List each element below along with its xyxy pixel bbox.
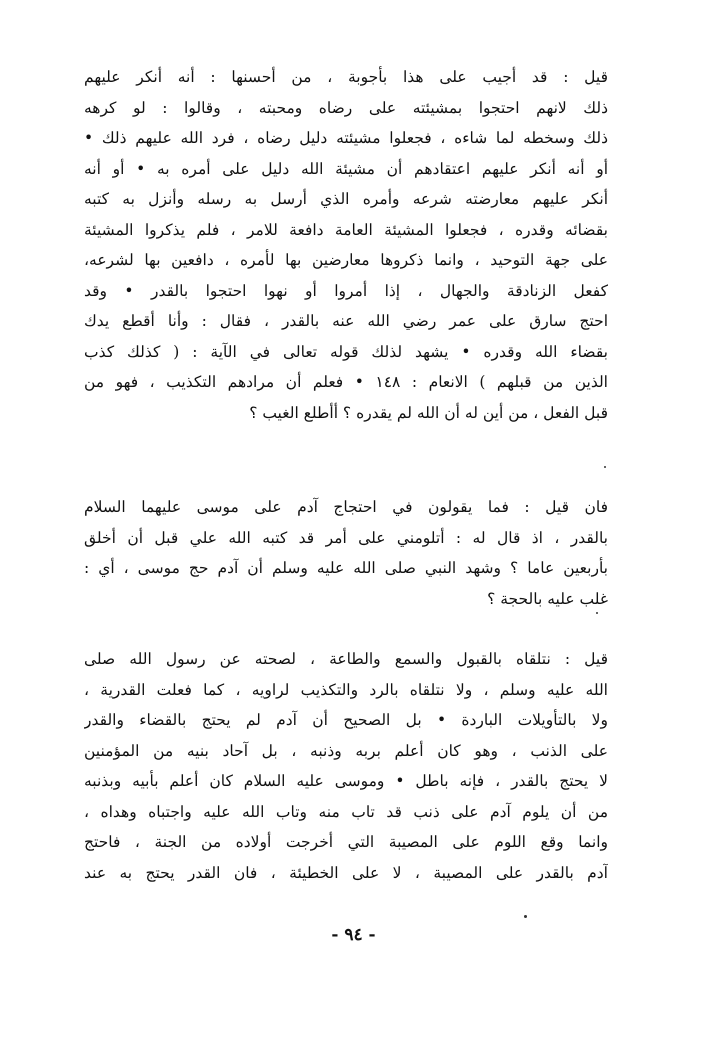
text-line: ولا بالتأويلات الباردة • بل الصحيح أن آدم لم يحتج بالقضاء والقدر [84,711,608,729]
text-line: غلب عليه بالحجة ؟ [487,589,608,608]
paragraph-answer-one [84,62,608,428]
text-line: كفعل الزنادقة والجهال ، إذا أمروا أو نهوا احتجوا بالقدر • وقد [84,281,608,300]
text-line: بالقدر ، اذ قال له : أتلومني على أمر قد كتبه الله علي قبل أن أخلق [84,528,608,547]
text-line: على جهة التوحيد ، وانما ذكروها معارضين بها لأمره ، دافعين بها لشرعه، [84,251,608,269]
text-line: بقضاء الله وقدره • يشهد لذلك قوله تعالى في الآية : ( كذلك كذب [84,342,608,361]
text-line: بأربعين عاما ؟ وشهد النبي صلى الله عليه وسلم أن آدم حج موسى ، أي : [84,559,608,577]
text-line: احتج سارق على عمر رضي الله عنه بالقدر ، فقال : وأنا أقطع يدك [84,312,608,330]
paragraph-question [84,492,608,614]
text-line: بقضائه وقدره ، فجعلوا المشيئة العامة دافعة للامر ، فلم يذكروا المشيئة [84,220,608,239]
scan-speck [604,466,606,468]
text-line: آدم بالقدر على المصيبة ، لا على الخطيئة ، فان القدر يحتج به عند [84,863,608,882]
paragraph-answer-two [84,644,608,888]
text-line: قبل الفعل ، من أين له أن الله لم يقدره ؟ أأطلع الغيب ؟ [249,403,608,422]
text-line: لا يحتج بالقدر ، فإنه باطل • وموسى عليه السلام كان أعلم بأبيه وبذنبه [84,772,608,790]
text-line: فان قيل : فما يقولون في احتجاج آدم على موسى عليهما السلام [84,498,608,516]
text-line: ذلك وسخطه لما شاءه ، فجعلوا مشيئته دليل رضاه ، فرد الله عليهم ذلك • [84,129,608,147]
scan-speck [596,612,598,614]
text-line: أنكر عليهم معارضته شرعه وأمره الذي أرسل به رسله وأنزل به كتبه [84,190,608,208]
text-line: الله عليه وسلم ، ولا نتلقاه بالرد والتكذيب لراويه ، كما فعلت القدرية ، [84,680,608,699]
text-line: على الذنب ، وهو كان أعلم بربه وذنبه ، بل آحاد بنيه من المؤمنين [84,741,608,760]
text-line: قيل : نتلقاه بالقبول والسمع والطاعة ، لصحته عن رسول الله صلى [84,650,608,668]
scan-speck [524,915,527,918]
page-number: - ٩٤ - [331,925,376,945]
text-line: قيل : قد أجيب على هذا بأجوبة ، من أحسنها : أنه أنكر عليهم [84,68,608,86]
text-line: وانما وقع اللوم على المصيبة التي أخرجت أولاده من الجنة ، فاحتج [84,833,608,851]
text-line: ذلك لانهم احتجوا بمشيئته على رضاه ومحبته ، وقالوا : لو كرهه [84,98,608,117]
text-line: الذين من قبلهم ) الانعام : ١٤٨ • فعلم أن مرادهم التكذيب ، فهو من [84,373,608,391]
text-line: أو أنه أنكر عليهم اعتقادهم أن مشيئة الله دليل على أمره به • أو أنه [84,159,608,178]
text-line: من أن يلوم آدم على ذنب قد تاب منه وتاب الله عليه واجتباه وهداه ، [84,802,608,821]
